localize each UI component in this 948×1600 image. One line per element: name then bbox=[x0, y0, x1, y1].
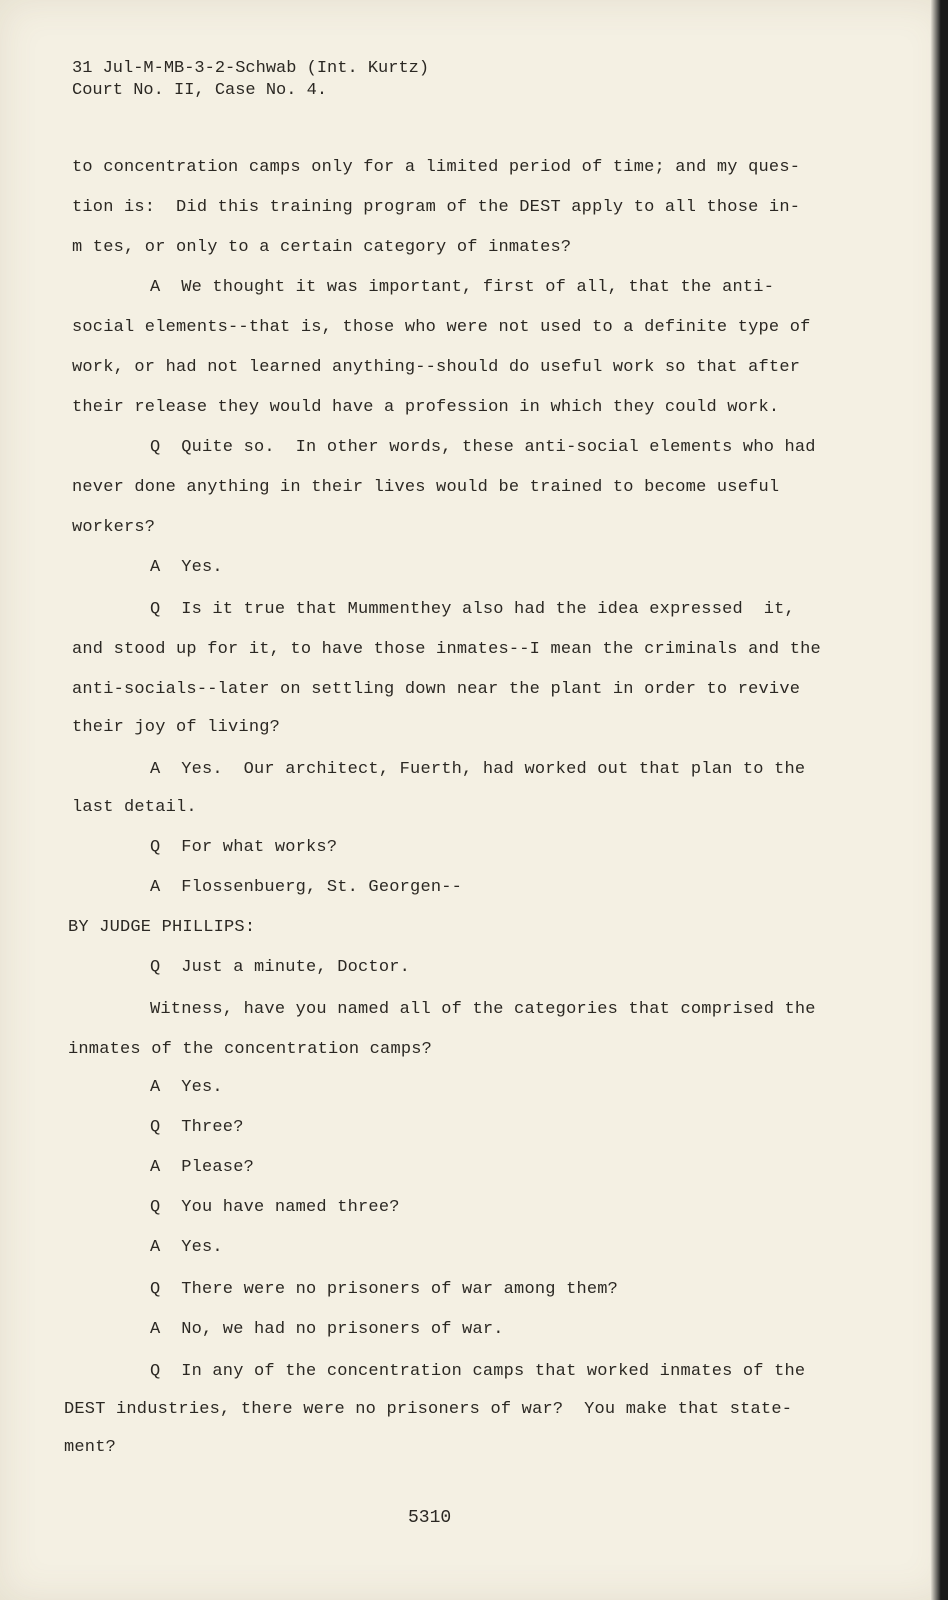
body-line: ment? bbox=[64, 1438, 117, 1457]
body-line: DEST industries, there were no prisoners of war? You make that state- bbox=[64, 1400, 793, 1419]
body-line: and stood up for it, to have those inmates--I mean the criminals and the bbox=[72, 640, 821, 659]
section-heading: BY JUDGE PHILLIPS: bbox=[68, 918, 256, 937]
body-line: work, or had not learned anything--should do useful work so that after bbox=[72, 358, 801, 377]
body-line: A Please? bbox=[150, 1158, 255, 1177]
header-line-1: 31 Jul-M-MB-3-2-Schwab (Int. Kurtz) bbox=[72, 59, 430, 78]
body-line: Q Quite so. In other words, these anti-social elements who had bbox=[150, 438, 816, 457]
body-line: tion is: Did this training program of the DEST apply to all those in- bbox=[72, 198, 801, 217]
page-edge-shadow bbox=[930, 0, 948, 1600]
body-line: workers? bbox=[72, 518, 156, 537]
body-line: m tes, or only to a certain category of inmates? bbox=[72, 238, 572, 257]
body-line: their joy of living? bbox=[72, 718, 281, 737]
body-line: Q For what works? bbox=[150, 838, 338, 857]
body-line: A We thought it was important, first of all, that the anti- bbox=[150, 278, 775, 297]
body-line: never done anything in their lives would be trained to become useful bbox=[72, 478, 780, 497]
body-line: social elements--that is, those who were not used to a definite type of bbox=[72, 318, 811, 337]
body-line: inmates of the concentration camps? bbox=[68, 1040, 433, 1059]
body-line: Q You have named three? bbox=[150, 1198, 400, 1217]
body-line: anti-socials--later on settling down near the plant in order to revive bbox=[72, 680, 801, 699]
body-line: Q Three? bbox=[150, 1118, 244, 1137]
body-line: Q There were no prisoners of war among them? bbox=[150, 1280, 619, 1299]
body-line: A Yes. bbox=[150, 558, 223, 577]
body-line: Q Just a minute, Doctor. bbox=[150, 958, 411, 977]
body-line: last detail. bbox=[72, 798, 197, 817]
body-line: their release they would have a profession in which they could work. bbox=[72, 398, 780, 417]
body-line: A Yes. Our architect, Fuerth, had worked out that plan to the bbox=[150, 760, 806, 779]
document-header bbox=[72, 58, 429, 102]
body-line: Witness, have you named all of the categories that comprised the bbox=[150, 1000, 816, 1019]
body-line: A No, we had no prisoners of war. bbox=[150, 1320, 504, 1339]
body-line: A Yes. bbox=[150, 1078, 223, 1097]
body-line: A Yes. bbox=[150, 1238, 223, 1257]
body-line: A Flossenbuerg, St. Georgen-- bbox=[150, 878, 463, 897]
body-line: Q In any of the concentration camps that worked inmates of the bbox=[150, 1362, 806, 1381]
body-line: Q Is it true that Mummenthey also had the idea expressed it, bbox=[150, 600, 795, 619]
page-number: 5310 bbox=[408, 1508, 452, 1528]
body-line: to concentration camps only for a limited period of time; and my ques- bbox=[72, 158, 801, 177]
header-line-2: Court No. II, Case No. 4. bbox=[72, 81, 328, 100]
